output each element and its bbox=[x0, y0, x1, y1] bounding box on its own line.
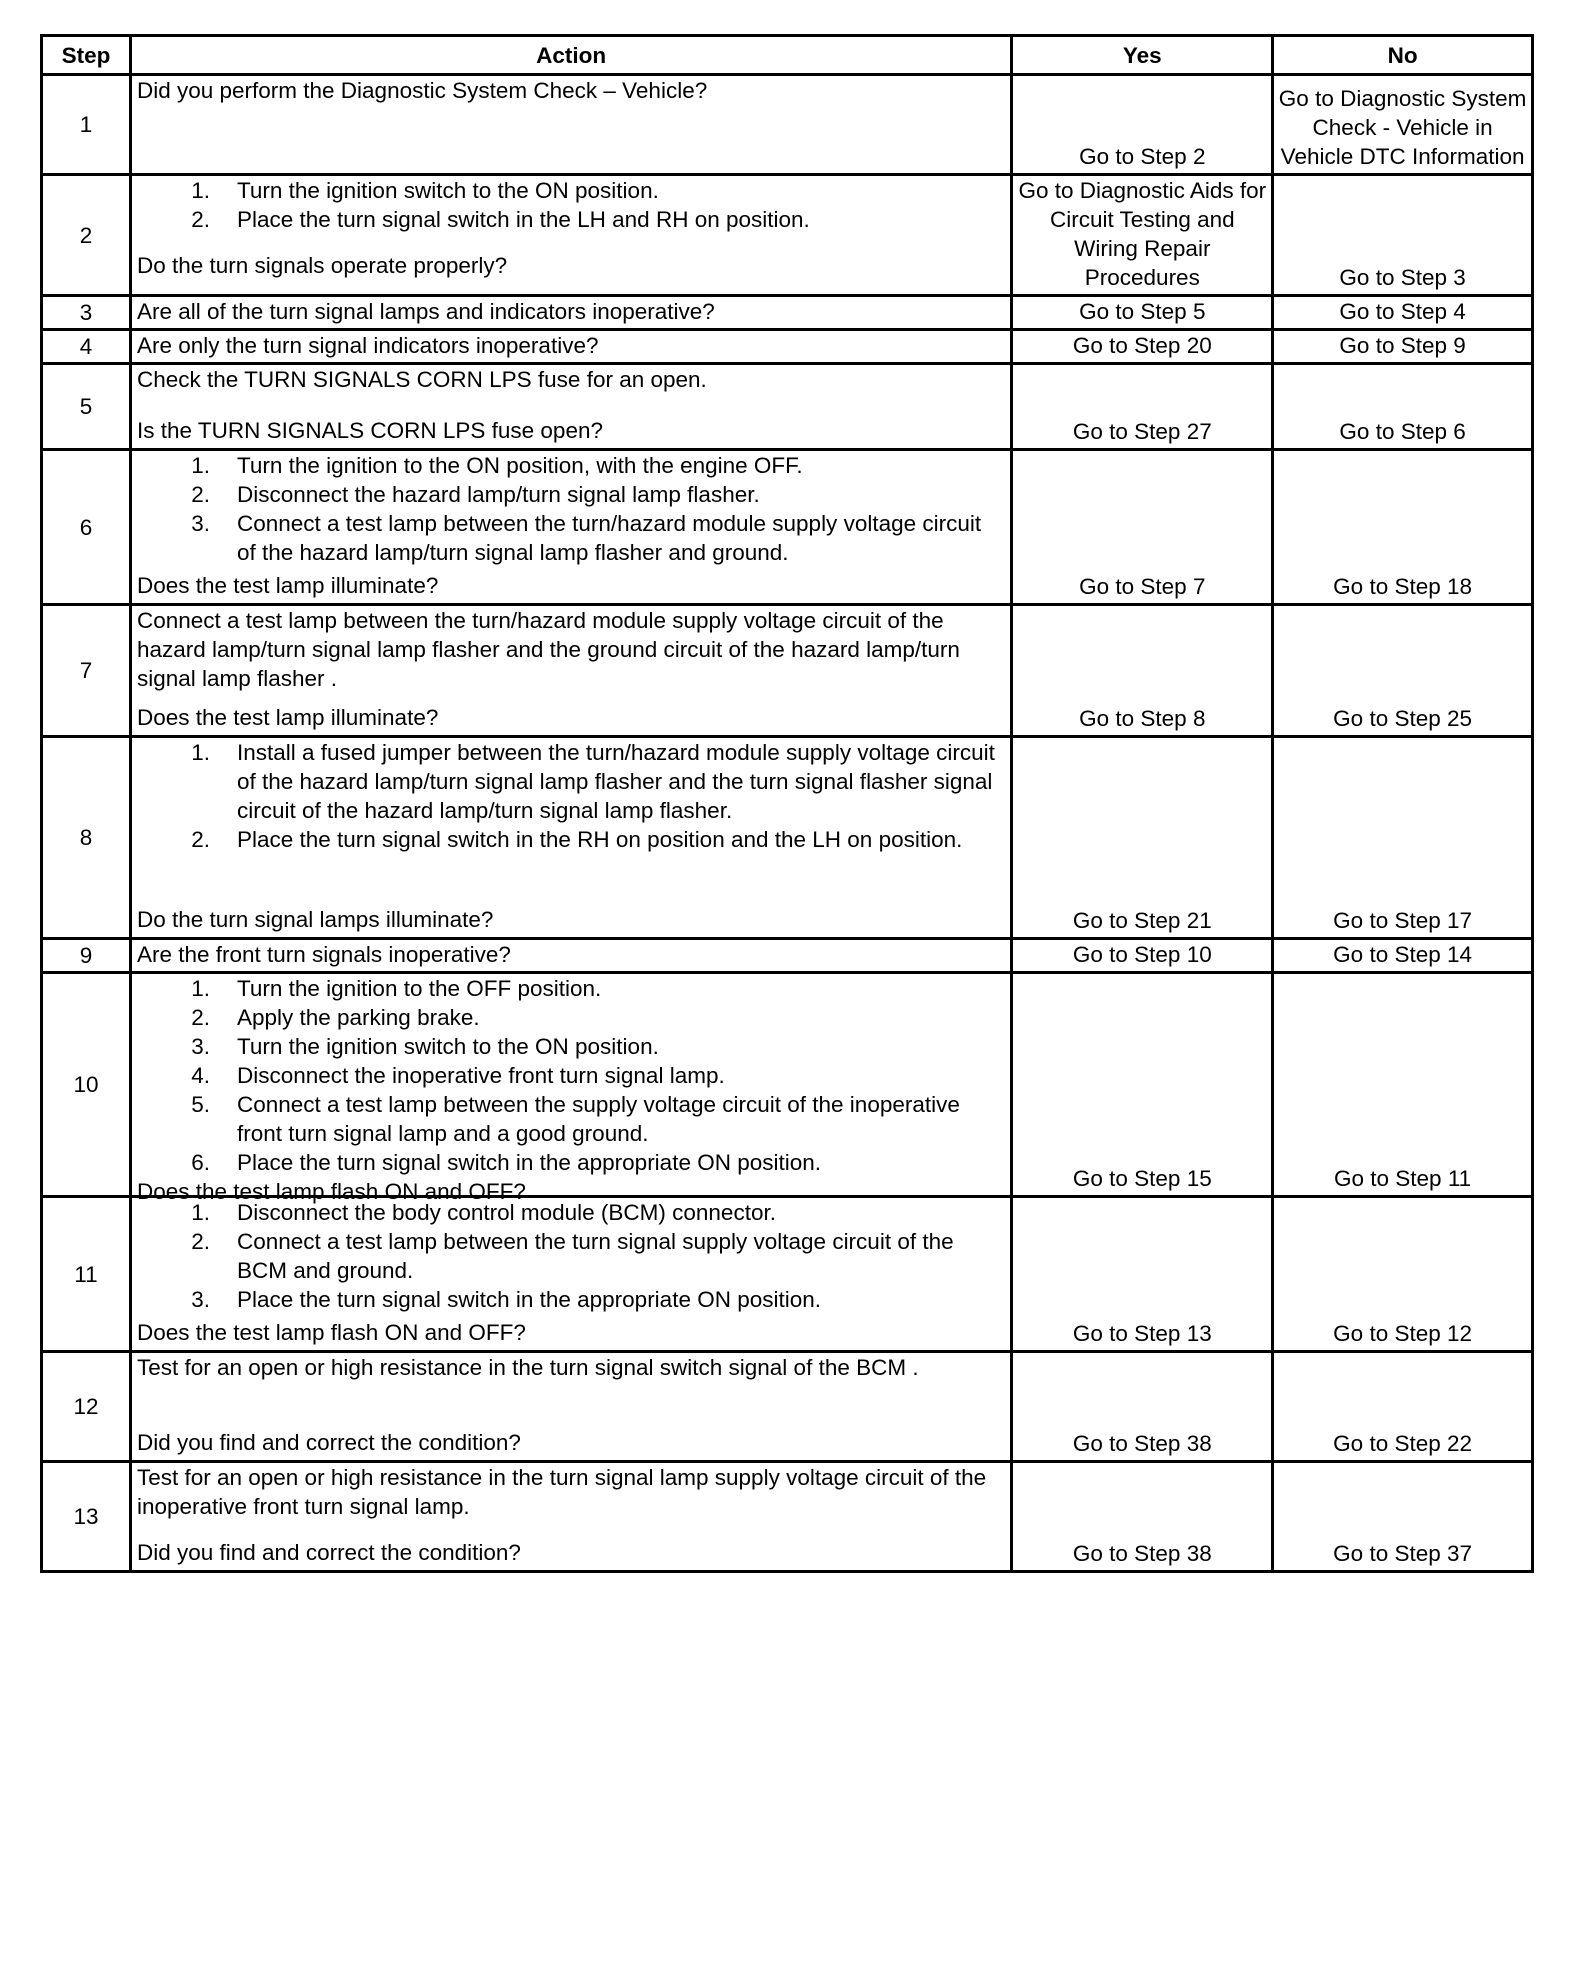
list-item bbox=[137, 451, 1005, 480]
no-result: Go to Step 6 bbox=[1273, 364, 1533, 450]
table-row bbox=[42, 450, 1533, 605]
no-result: Go to Step 25 bbox=[1273, 605, 1533, 737]
procedure-list bbox=[137, 451, 1005, 567]
action-cell bbox=[130, 296, 1011, 330]
step-number: 5 bbox=[42, 364, 131, 450]
step-number: 6 bbox=[42, 450, 131, 605]
yes-result: Go to Step 27 bbox=[1012, 364, 1273, 450]
table-body bbox=[42, 75, 1533, 1572]
header-step: Step bbox=[42, 36, 131, 75]
list-item bbox=[137, 1227, 1005, 1285]
action-text: Connect a test lamp between the turn/hazard module supply voltage circuit of the hazard lamp/turn signal lamp flasher and the ground circuit of the hazard lamp/turn signal lamp flasher . bbox=[136, 608, 960, 691]
header-yes: Yes bbox=[1012, 36, 1273, 75]
list-item-number: 3. bbox=[191, 1034, 210, 1059]
action-cell bbox=[130, 175, 1011, 296]
list-item-text: Disconnect the body control module (BCM) connector. bbox=[236, 1200, 776, 1225]
action-cell bbox=[130, 939, 1011, 973]
action-text: Test for an open or high resistance in the turn signal switch signal of the BCM . bbox=[136, 1355, 919, 1380]
step-number: 11 bbox=[42, 1197, 131, 1352]
list-item bbox=[137, 1090, 1005, 1148]
action-cell bbox=[130, 737, 1011, 939]
header-row bbox=[42, 36, 1533, 75]
step-number: 2 bbox=[42, 175, 131, 296]
action-question: Do the turn signal lamps illuminate? bbox=[136, 907, 494, 932]
action-question: Does the test lamp illuminate? bbox=[136, 705, 439, 730]
no-result: Go to Step 9 bbox=[1273, 330, 1533, 364]
no-result: Go to Step 12 bbox=[1273, 1197, 1533, 1352]
diagnostic-table bbox=[40, 34, 1534, 1573]
action-question: Does the test lamp illuminate? bbox=[136, 573, 439, 598]
list-item bbox=[137, 480, 1005, 509]
step-number: 13 bbox=[42, 1462, 131, 1572]
no-result: Go to Step 11 bbox=[1273, 973, 1533, 1197]
list-item-text: Connect a test lamp between the turn signal supply voltage circuit of the BCM and ground. bbox=[236, 1229, 954, 1283]
no-result: Go to Step 18 bbox=[1273, 450, 1533, 605]
action-question: Did you find and correct the condition? bbox=[136, 1430, 521, 1455]
step-number: 3 bbox=[42, 296, 131, 330]
table-row bbox=[42, 330, 1533, 364]
list-item bbox=[137, 1285, 1005, 1314]
action-text: Check the TURN SIGNALS CORN LPS fuse for an open. bbox=[136, 367, 707, 392]
no-result: Go to Step 4 bbox=[1273, 296, 1533, 330]
step-number: 8 bbox=[42, 737, 131, 939]
step-number: 4 bbox=[42, 330, 131, 364]
step-number: 10 bbox=[42, 973, 131, 1197]
action-cell bbox=[130, 1352, 1011, 1462]
no-result: Go to Step 3 bbox=[1273, 175, 1533, 296]
list-item-number: 2. bbox=[191, 207, 210, 232]
procedure-list bbox=[137, 176, 1005, 234]
list-item-text: Apply the parking brake. bbox=[236, 1005, 480, 1030]
list-item-text: Connect a test lamp between the supply voltage circuit of the inoperative front turn signal lamp and a good ground. bbox=[236, 1092, 960, 1146]
list-item-number: 2. bbox=[191, 482, 210, 507]
list-item-number: 1. bbox=[191, 1200, 210, 1225]
list-item-number: 1. bbox=[191, 740, 210, 765]
no-result: Go to Diagnostic System Check - Vehicle in Vehicle DTC Information bbox=[1273, 75, 1533, 175]
list-item-text: Place the turn signal switch in the appropriate ON position. bbox=[236, 1150, 822, 1175]
list-item-text: Turn the ignition to the ON position, with the engine OFF. bbox=[236, 453, 803, 478]
table-row bbox=[42, 1197, 1533, 1352]
table-row bbox=[42, 737, 1533, 939]
action-question: Is the TURN SIGNALS CORN LPS fuse open? bbox=[136, 418, 603, 443]
list-item-number: 3. bbox=[191, 1287, 210, 1312]
yes-result: Go to Step 7 bbox=[1012, 450, 1273, 605]
yes-result: Go to Step 15 bbox=[1012, 973, 1273, 1197]
action-cell bbox=[130, 450, 1011, 605]
action-cell bbox=[130, 364, 1011, 450]
no-result: Go to Step 14 bbox=[1273, 939, 1533, 973]
list-item bbox=[137, 1148, 1005, 1177]
procedure-list bbox=[137, 974, 1005, 1177]
yes-result: Go to Step 38 bbox=[1012, 1352, 1273, 1462]
action-cell bbox=[130, 605, 1011, 737]
table-row bbox=[42, 1352, 1533, 1462]
list-item bbox=[137, 1198, 1005, 1227]
list-item-text: Place the turn signal switch in the appropriate ON position. bbox=[236, 1287, 822, 1312]
yes-result: Go to Diagnostic Aids for Circuit Testing and Wiring Repair Procedures bbox=[1012, 175, 1273, 296]
no-result: Go to Step 22 bbox=[1273, 1352, 1533, 1462]
no-result: Go to Step 37 bbox=[1273, 1462, 1533, 1572]
table-row bbox=[42, 175, 1533, 296]
action-cell bbox=[130, 1197, 1011, 1352]
list-item bbox=[137, 1003, 1005, 1032]
action-text: Are only the turn signal indicators inoperative? bbox=[136, 333, 599, 358]
table-row bbox=[42, 364, 1533, 450]
action-question: Does the test lamp flash ON and OFF? bbox=[136, 1179, 526, 1204]
yes-result: Go to Step 20 bbox=[1012, 330, 1273, 364]
list-item bbox=[137, 509, 1005, 567]
action-text: Did you perform the Diagnostic System Check – Vehicle? bbox=[136, 78, 708, 103]
table-row bbox=[42, 296, 1533, 330]
step-number: 1 bbox=[42, 75, 131, 175]
action-text: Are the front turn signals inoperative? bbox=[136, 942, 511, 967]
list-item bbox=[137, 738, 1005, 825]
action-question: Do the turn signals operate properly? bbox=[136, 253, 508, 278]
action-text: Are all of the turn signal lamps and indicators inoperative? bbox=[136, 299, 715, 324]
action-text: Test for an open or high resistance in the turn signal lamp supply voltage circuit of the inoperative front turn signal lamp. bbox=[136, 1465, 987, 1519]
list-item bbox=[137, 825, 1005, 854]
list-item-text: Turn the ignition switch to the ON position. bbox=[236, 178, 659, 203]
action-cell bbox=[130, 75, 1011, 175]
action-question: Does the test lamp flash ON and OFF? bbox=[136, 1320, 526, 1345]
list-item-number: 2. bbox=[191, 1005, 210, 1030]
header-action: Action bbox=[130, 36, 1011, 75]
table-row bbox=[42, 1462, 1533, 1572]
header-no: No bbox=[1273, 36, 1533, 75]
list-item-number: 6. bbox=[191, 1150, 210, 1175]
list-item-number: 1. bbox=[191, 453, 210, 478]
step-number: 12 bbox=[42, 1352, 131, 1462]
list-item-text: Connect a test lamp between the turn/hazard module supply voltage circuit of the hazard lamp/turn signal lamp flasher and ground. bbox=[236, 511, 982, 565]
list-item bbox=[137, 176, 1005, 205]
action-cell bbox=[130, 330, 1011, 364]
list-item-text: Place the turn signal switch in the LH and RH on position. bbox=[236, 207, 810, 232]
list-item-text: Disconnect the inoperative front turn signal lamp. bbox=[236, 1063, 725, 1088]
yes-result: Go to Step 13 bbox=[1012, 1197, 1273, 1352]
yes-result: Go to Step 21 bbox=[1012, 737, 1273, 939]
step-number: 9 bbox=[42, 939, 131, 973]
procedure-list bbox=[137, 738, 1005, 854]
list-item-number: 2. bbox=[191, 1229, 210, 1254]
step-number: 7 bbox=[42, 605, 131, 737]
table-row bbox=[42, 939, 1533, 973]
yes-result: Go to Step 8 bbox=[1012, 605, 1273, 737]
action-question: Did you find and correct the condition? bbox=[136, 1540, 521, 1565]
list-item-number: 2. bbox=[191, 827, 210, 852]
procedure-list bbox=[137, 1198, 1005, 1314]
action-cell bbox=[130, 973, 1011, 1204]
yes-result: Go to Step 5 bbox=[1012, 296, 1273, 330]
list-item-text: Turn the ignition switch to the ON position. bbox=[236, 1034, 659, 1059]
list-item-number: 3. bbox=[191, 511, 210, 536]
list-item-number: 4. bbox=[191, 1063, 210, 1088]
list-item-number: 1. bbox=[191, 178, 210, 203]
list-item-text: Disconnect the hazard lamp/turn signal lamp flasher. bbox=[236, 482, 760, 507]
table-row bbox=[42, 605, 1533, 737]
list-item bbox=[137, 205, 1005, 234]
yes-result: Go to Step 2 bbox=[1012, 75, 1273, 175]
table-row bbox=[42, 973, 1533, 1197]
no-result: Go to Step 17 bbox=[1273, 737, 1533, 939]
list-item bbox=[137, 974, 1005, 1003]
list-item bbox=[137, 1061, 1005, 1090]
table-row bbox=[42, 75, 1533, 175]
list-item-text: Place the turn signal switch in the RH on position and the LH on position. bbox=[236, 827, 963, 852]
action-cell bbox=[130, 1462, 1011, 1572]
yes-result: Go to Step 10 bbox=[1012, 939, 1273, 973]
list-item-number: 5. bbox=[191, 1092, 210, 1117]
yes-result: Go to Step 38 bbox=[1012, 1462, 1273, 1572]
list-item-text: Install a fused jumper between the turn/hazard module supply voltage circuit of the hazard lamp/turn signal lamp flasher and the turn signal flasher signal circuit of the hazard lamp/turn signal lamp flasher. bbox=[236, 740, 995, 823]
list-item-text: Turn the ignition to the OFF position. bbox=[236, 976, 602, 1001]
list-item bbox=[137, 1032, 1005, 1061]
list-item-number: 1. bbox=[191, 976, 210, 1001]
